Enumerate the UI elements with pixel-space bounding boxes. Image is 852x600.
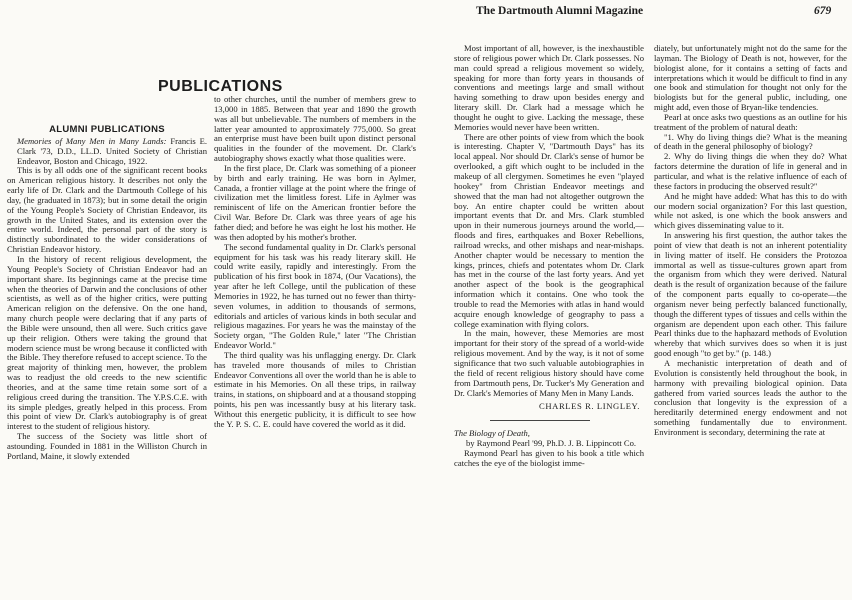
book-title: Memories of Many Men in Many Lands: [17, 135, 167, 146]
book-citation-details: Francis E. Clark '73, D.D., LL.D. United Society of Christian Endeavor, Boston and Chicago, 1922. [17, 135, 207, 166]
paragraph: The second fundamental quality in Dr. Clark's personal equipment for his task was his ready literary skill. He could write easily, rapidly and interestingly. From the publication of his first book in 1874, (Our Vacations), the year after he left College, until the publication of these Memories in 1922, he has turned out no fewer than thirty-seven volumes, in addition to thousands of sermons, editorials and articles of various kinds in both secular and religious magazines. For years he was the mainstay of the Society organ, "The Golden Rule," later "The Christian Endeavor World." [214, 241, 416, 351]
column-1 [7, 125, 207, 597]
paragraph: A mechanistic interpretation of death and of Evolution is consistently held throughout the book, in harmony with prevailing biological opinion. Data gathered from varied sources leads the author to the conclusion that longevity is the expression of a hereditarily determined energy endowment and not something fundamentally due to environment. Environment is secondary, determining the rate at [654, 358, 847, 437]
paragraph: to other churches, until the number of members grew to 13,000 in 1885. Between that year and 1890 the growth was all but unbelievable. The numbers of members in the latter year amounted to approximately 775,000. So great an enterprise must have been built upon distinct personal qualities in the founder of the movement. Dr. Clark's autobiography shows exactly what those qualities were. [214, 95, 416, 164]
paragraph: In the first place, Dr. Clark was something of a pioneer by birth and early training. He was born in Aylmer, Canada, a frontier village at the point where the fringe of civilization met the limitless forest. Life in Aylmer was reminiscent of life on the American frontier before the Civil War. Before Dr. Clark was three years of age his father died; and before he was eight he lost his mother. He was then adopted by his mother's brother. [214, 162, 416, 242]
paragraph: The success of the Society was little short of astounding. Founded in 1881 in the Williston Church in Portland, Maine, it slowly extended [7, 431, 207, 461]
paragraph: The third quality was his unflagging energy. Dr. Clark has traveled more thousands of miles to Christian Endeavor Conventions all over the world than he is able to estimate in his Memories. On all these trips, in railway trains, in stations, on shipboard and at a thousand stopping points, his pen was incessantly busy at his literary task. Without this energetic publicity, it is difficult to see how the Y. P. S. C. E. could have covered the world as it did. [214, 349, 416, 429]
biology-book-title: The Biology of Death, [454, 428, 530, 439]
column-3 [454, 44, 644, 596]
review-signature: CHARLES R. LINGLEY. [539, 401, 640, 412]
paragraph: In the main, however, these Memories are most important for their story of the spread of a world-wide religious movement. And by the way, is it not of some significance that two such valuable autobiographies in the field of recent religious history should have come from Dartmouth pens, Dr. Tucker's My Generation and Dr. Clark's Memories of Many Men in Many Lands. [454, 328, 644, 398]
paragraph: Most important of all, however, is the inexhaustible store of religious power which Dr. Clark possesses. No man could spread a religious movement so widely, speaking for more than forty years in thousands of conventions and meetings large and small without having something to draw upon besides energy and literary skill. Dr. Clark had a message which he thought he ought to give. Lacking the message, these Memories would never have been written. [454, 44, 644, 132]
paragraph: Raymond Pearl has given to his book a title which catches the eye of the biologist imme- [454, 447, 644, 468]
paragraph: In the history of recent religious development, the Young People's Society of Christian Endeavor had an important share. Its beginnings came at the precise time when the theories of Darwin and the conclusions of other scientists, as well as of the higher critics, were putting American religion on the defensive. On the one hand, many church people were declaring that if any parts of the Bible were unsound, then all were. Such critics gave up their religion. Others were taking the ground that modern science must be wrong because it conflicted with the Bible. They therefore refused to accept science. To the great majority of thinking men, however, the problem was to readjust the old creeds to the new scientific theories, and at the same time retain some sort of a religious creed during the transition. The Y.P.S.C.E. with its simple pledges, greatly helped in this process. From this point of view Dr. Clark's autobiography is of great interest to the student of religious history. [7, 253, 207, 432]
paragraph: "1. Why do living things die? What is the meaning of death in the general philosophy of biology? [654, 131, 847, 152]
column-2 [214, 95, 416, 595]
running-head: The Dartmouth Alumni Magazine [476, 5, 644, 17]
paragraph: Pearl at once asks two questions as an outline for his treatment of the problem of natural death: [654, 111, 847, 132]
paragraph: And he might have added: What has this to do with our modern social organization? For this last question, while not asked, is one which the book answers and which gives disseminating value to it. [654, 190, 847, 231]
paragraph: In answering his first question, the author takes the point of view that death is not an inherent potentiality in living matter of itself. He considers the Protozoa immortal as well as tissue-cultures grown apart from the organism from which they were derived. Natural death is the result of organization because of the failure of the component parts equally to co-operate—the organism never being perfectly balanced functionally, though the different types of tissues and cells within the organism are dependent upon each other. This failure Pearl thinks due to the haphazard methods of Evolution whereby that which survives does so when it is just good enough "to get by." (p. 148.) [654, 230, 847, 359]
column-4 [654, 44, 847, 596]
alumni-publications-heading: ALUMNI PUBLICATIONS [49, 125, 165, 135]
biology-review-byline: by Raymond Pearl '99, Ph.D. J. B. Lippincott Co. [466, 438, 637, 449]
paragraph: 2. Why do living things die when they do? What factors determine the duration of life in general and in particular, and what is the relative influence of each of these factors in producing the observed result?" [654, 151, 847, 191]
paragraph: diately, but unfortunately might not do the same for the layman. The Biology of Death is not, however, for the biologist alone, for it contains a setting of facts and interpretations which it would be difficult to find in any one book and stimulation for thought not only for the biologists but for the general public, including, one might add, even those of Bryan-like tendencies. [654, 44, 847, 113]
paragraph: This is by all odds one of the significant recent books on American religious history. It describes not only the early life of Dr. Clark and the Dartmouth College of his day, (he graduated in 1873); but in some detail the origin of the Young People's Society of Christian Endeavor, its growth in the United States, and its extension over the entire world. Indeed, the personal part of the story is distinctly subordinated to the wider considerations of Christian Endeavor history. [7, 165, 207, 255]
paragraph: There are other points of view from which the book is interesting. Chapter V, "Dartmouth Days" has its local appeal. Nor should Dr. Clark's sense of humor be overlooked, a gift which ought to be included in the makeup of all clergymen. Sometimes he even "played hookey" from Christian Endeavor meetings and showed that the man had not altogether outgrown the boy. An entire chapter could be written about important events that Dr. and Mrs. Clark stumbled upon in their numerous journeys around the world,—floods and fires, earthquakes and Boxer Rebellions, railroad wrecks, and other mishaps and near-mishaps. Another chapter would be necessary to mention the kings, princes, chiefs and potentates whom Dr. Clark has met in the course of the last forty years. And yet another aspect of the book is the geographical information which it contains. One who took the trouble to read the Memories with atlas in hand would acquire enough knowledge of geography to pass a college examination with flying colors. [454, 131, 644, 329]
section-title: PUBLICATIONS [158, 78, 283, 95]
page-number: 679 [814, 5, 832, 17]
section-divider [490, 420, 590, 421]
book-citation [7, 137, 207, 167]
